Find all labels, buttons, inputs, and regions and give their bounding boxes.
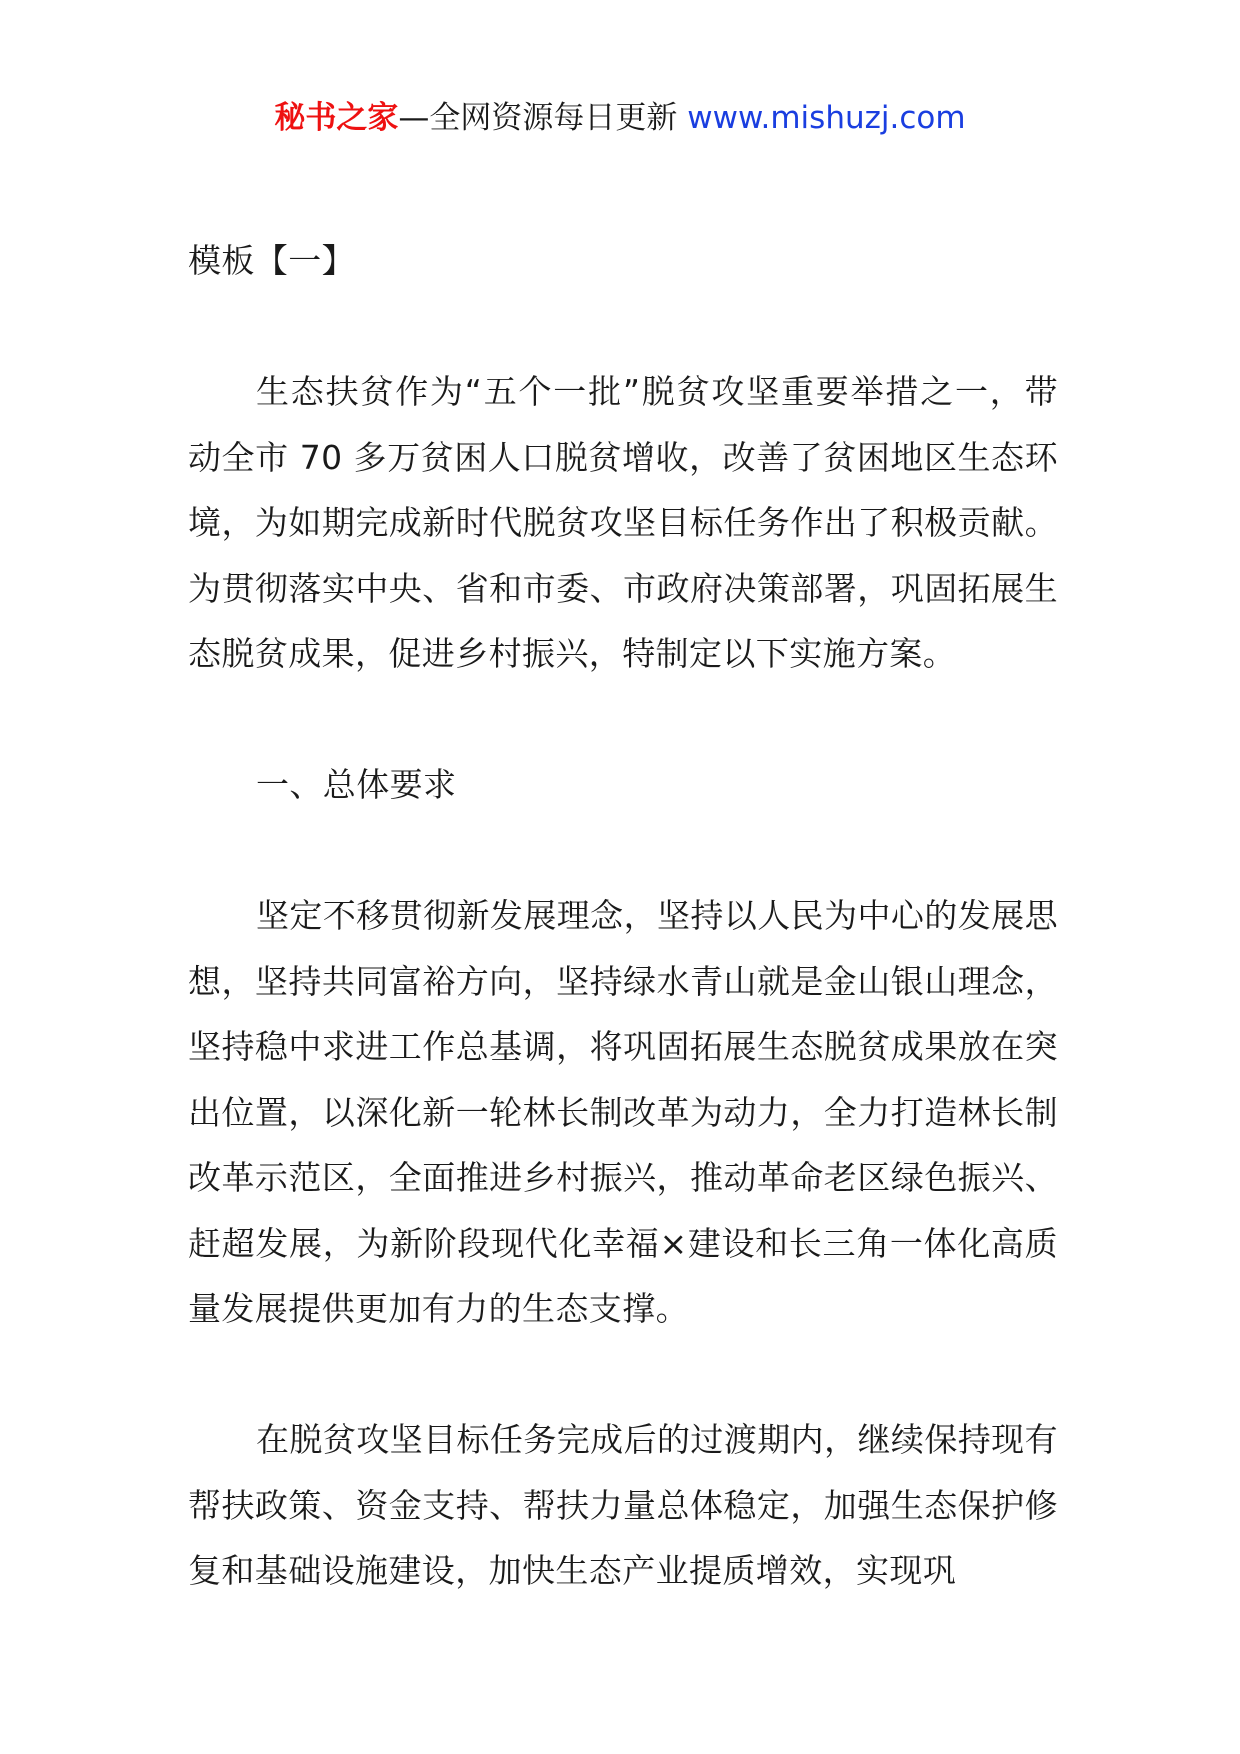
- document-body: [188, 228, 1058, 1604]
- body-paragraph: 坚定不移贯彻新发展理念，坚持以人民为中心的发展思想，坚持共同富裕方向，坚持绿水青山就是金山银山理念，坚持稳中求进工作总基调，将巩固拓展生态脱贫成果放在突出位置，以深化新一轮林长制改革为动力，全力打造林长制改革示范区，全面推进乡村振兴，推动革命老区绿色振兴、赶超发展，为新阶段现代化幸福×建设和长三角一体化高质量发展提供更加有力的生态支撑。: [188, 896, 1058, 1328]
- intro-paragraph: 生态扶贫作为“五个一批”脱贫攻坚重要举措之一，带动全市 70 多万贫困人口脱贫增收，改善了贫困地区生态环境，为如期完成新时代脱贫攻坚目标任务作出了积极贡献。为贯彻落实中央、省和市委、市政府决策部署，巩固拓展生态脱贫成果，促进乡村振兴，特制定以下实施方案。: [188, 372, 1058, 673]
- document-title: 模板【一】: [188, 241, 355, 280]
- header-tagline: —全网资源每日更新: [398, 100, 688, 136]
- section-heading: 一、总体要求: [256, 765, 457, 804]
- body-paragraph: 在脱贫攻坚目标任务完成后的过渡期内，继续保持现有帮扶政策、资金支持、帮扶力量总体稳定，加强生态保护修复和基础设施建设，加快生态产业提质增效，实现巩: [188, 1420, 1058, 1590]
- page-header: [0, 96, 1240, 140]
- brand-name: 秘书之家: [274, 100, 399, 136]
- site-url-link[interactable]: www.mishuzj.com: [687, 100, 966, 136]
